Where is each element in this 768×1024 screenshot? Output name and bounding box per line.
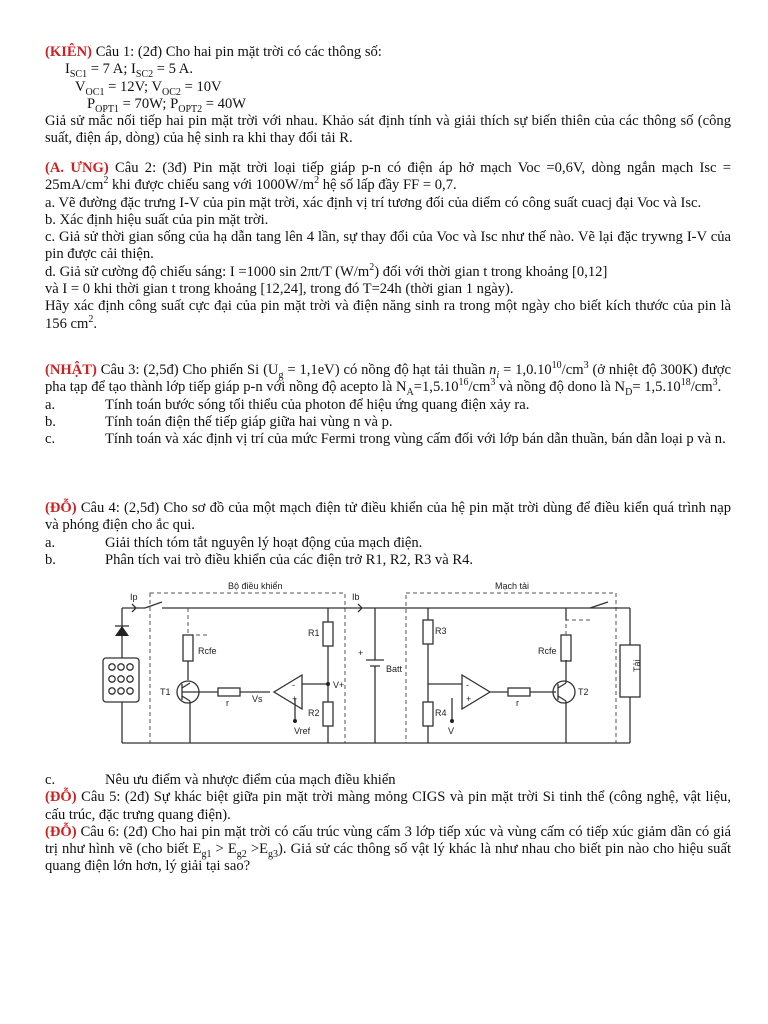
q1-intro: (KIÊN) Câu 1: (2đ) Cho hai pin mặt trời có các thông số:: [45, 44, 382, 60]
svg-text:+: +: [292, 694, 298, 704]
q4-part-a: a. Giải thích tóm tắt nguyên lý hoạt động của mạch điện.: [45, 534, 423, 551]
question-3: [45, 362, 731, 448]
svg-text:+: +: [358, 648, 364, 658]
charge-controller-circuit-diagram: [90, 580, 650, 750]
question-4c-5-6: [45, 772, 731, 876]
relay-coil-right: [561, 635, 571, 661]
q2-part-b: b. Xác định hiệu suất của pin mặt trời.: [45, 211, 269, 228]
resistor-r-left: [218, 688, 240, 696]
label-r-left: r: [226, 698, 229, 708]
q4-intro: (ĐỖ) Câu 4: (2,5đ) Cho sơ đồ của một mạch điện tử điều khiển của hệ pin mặt trời dùng để điều kiển quá trình nạp và phóng điện cho ắc qui.: [45, 500, 731, 534]
label-vs: Vs: [252, 694, 263, 704]
diode-symbol: [115, 626, 129, 636]
label-t2: T2: [578, 687, 589, 697]
label-ip: Ip: [130, 592, 138, 602]
q2-part-d-line2: và I = 0 khi thời gian t trong khoảng [12,24], trong đó T=24h (thời gian 1 ngày).: [45, 281, 514, 298]
resistor-r4: [423, 702, 433, 726]
q2-intro: (A. ƯNG) Câu 2: (3đ) Pin mặt trời loại tiếp giáp p-n có điện áp hở mạch Voc =0,6V, dòng ngắn mạch Isc = $25mA/cm^2$ khi được chiếu sang với $1000W/m^2$ hệ số lấp đầy FF = 0,7.: [45, 160, 731, 194]
label-r2: R2: [308, 708, 320, 718]
q4-author-tag: (ĐỖ): [45, 500, 77, 516]
label-rcfe-left: Rcfe: [198, 646, 217, 656]
q6-author-tag: (ĐỖ): [45, 823, 77, 840]
q2-part-c: c. Giả sử thời gian sống của hạ dẫn tang lên 4 lần, sự thay đổi của Voc và Isc như thế nào. Vẽ lại đặc trywng I-V của pin được cải thiện.: [45, 229, 731, 263]
q1-isc-line: $I_{SC1} = 7$ A; $I_{SC2} = 5$ A.: [65, 61, 193, 81]
svg-text:-: -: [292, 680, 295, 690]
question-6: (ĐỖ) Câu 6: (2đ) Cho hai pin mặt trời có cấu trúc vùng cấm 3 lớp tiếp xúc và vùng cấm có tiếp xúc giảm dần có giá trị như hình vẽ (cho biết $E_{g1} > E_{g2} >E_{g3}$). Giả sử các thông số vật lý khác là như nhau cho biết pin nào cho hiệu suất quang điện lớn hơn, lý giải tại sao?: [45, 823, 731, 875]
op-amp-left: [274, 675, 302, 709]
resistor-r3: [423, 620, 433, 644]
q3-author-tag: (NHẬT): [45, 362, 97, 378]
q2-author-tag: (A. ƯNG): [45, 160, 109, 176]
load-circuit-block-title: Mạch tải: [495, 581, 530, 591]
label-vref: Vref: [294, 726, 311, 736]
label-batt: Batt: [386, 664, 403, 674]
question-1: [45, 44, 731, 148]
label-r3: R3: [435, 626, 447, 636]
resistor-r-right: [508, 688, 530, 696]
q1-author-tag: (KIÊN): [45, 44, 93, 60]
q4-part-c: c. Nêu ưu điểm và nhược điểm của mạch điều khiển: [45, 772, 396, 788]
label-t1: T1: [160, 687, 171, 697]
relay-coil-left: [183, 635, 193, 661]
q3-part-a: a. Tính toán bước sóng tối thiểu của photon để hiệu ứng quang điện xảy ra.: [45, 396, 530, 413]
question-5: (ĐỖ) Câu 5: (2đ) Sự khác biệt giữa pin mặt trời màng mỏng CIGS và pin mặt trời Si tinh thể (công nghệ, vật liệu, cấu trúc, đặc trưng quang điện).: [45, 789, 731, 823]
question-4: [45, 500, 731, 569]
battery-symbol: [366, 660, 384, 666]
q1-popt-line: $P_{OPT1} = 70W$; $P_{OPT2} = 40W$: [87, 95, 247, 115]
svg-text:+: +: [466, 694, 472, 704]
load-circuit-block-outline: [406, 593, 616, 743]
label-rcfe-right: Rcfe: [538, 646, 557, 656]
resistor-r1: [323, 622, 333, 646]
q1-body: Giả sử mắc nối tiếp hai pin mặt trời với nhau. Khảo sát định tính và giải thích sự biến thiên của các thông số (công suất, điện áp, dòng) của hệ sinh ra khi thay đổi tải R.: [45, 113, 731, 147]
q4-part-b: b. Phân tích vai trò điều khiển của các điện trở R1, R2, R3 và R4.: [45, 551, 474, 568]
q2-part-d-line1: d. Giả sử cường độ chiếu sáng: I =1000 sin 2πt/T $(W/m^2)$ đối với thời gian t trong khoảng [0,12]: [45, 261, 608, 280]
label-r-right: r: [516, 698, 519, 708]
label-v-right: V: [448, 726, 455, 736]
label-load: Tải: [632, 659, 642, 672]
controller-block-title: Bộ điều khiển: [228, 581, 283, 591]
svg-text:-: -: [466, 680, 469, 690]
q1-voc-line: $V_{OC1} = 12V$; $V_{OC2} = 10V$: [75, 78, 222, 98]
controller-block-outline: [150, 593, 345, 743]
switch-left: [145, 602, 162, 608]
label-ib: Ib: [352, 592, 360, 602]
label-v-plus: V+: [333, 680, 345, 690]
q5-author-tag: (ĐỖ): [45, 789, 77, 806]
q3-part-c: c. Tính toán và xác định vị trí của mức Fermi trong vùng cấm đối với lớp bán dẫn thuần, bán dẫn loại p và n.: [45, 431, 726, 448]
q3-part-b: b. Tính toán điện thế tiếp giáp giữa hai vùng n và p.: [45, 413, 393, 430]
label-r4: R4: [435, 708, 447, 718]
q3-intro: (NHẬT) Câu 3: (2,5đ) Cho phiến Si $(U_g = 1,1eV)$ có nồng độ hạt tải thuần $n_i = 1,0.10^{10}/cm^3$ (ở nhiệt độ 300K) được pha tạp để tạo thành lớp tiếp giáp p-n với nồng độ acepto là $N_A=1,5.10^{16}/cm^3$ và nồng độ dono là $N_D= 1,5.10^{18}/cm^3$.: [45, 360, 731, 399]
resistor-r2: [323, 702, 333, 726]
q2-part-d-line3: Hãy xác định công suất cực đại của pin mặt trời và điện năng sinh ra trong một ngày cho biết kích thước của pin là 156 $cm^2$.: [45, 298, 731, 332]
q2-part-a: a. Vẽ đường đặc trưng I-V của pin mặt trời, xác định vị trí tương đối của diểm có công suất cuacj đại Voc và Isc.: [45, 194, 702, 211]
label-r1: R1: [308, 628, 320, 638]
switch-right: [590, 602, 608, 608]
question-2: [45, 160, 731, 333]
